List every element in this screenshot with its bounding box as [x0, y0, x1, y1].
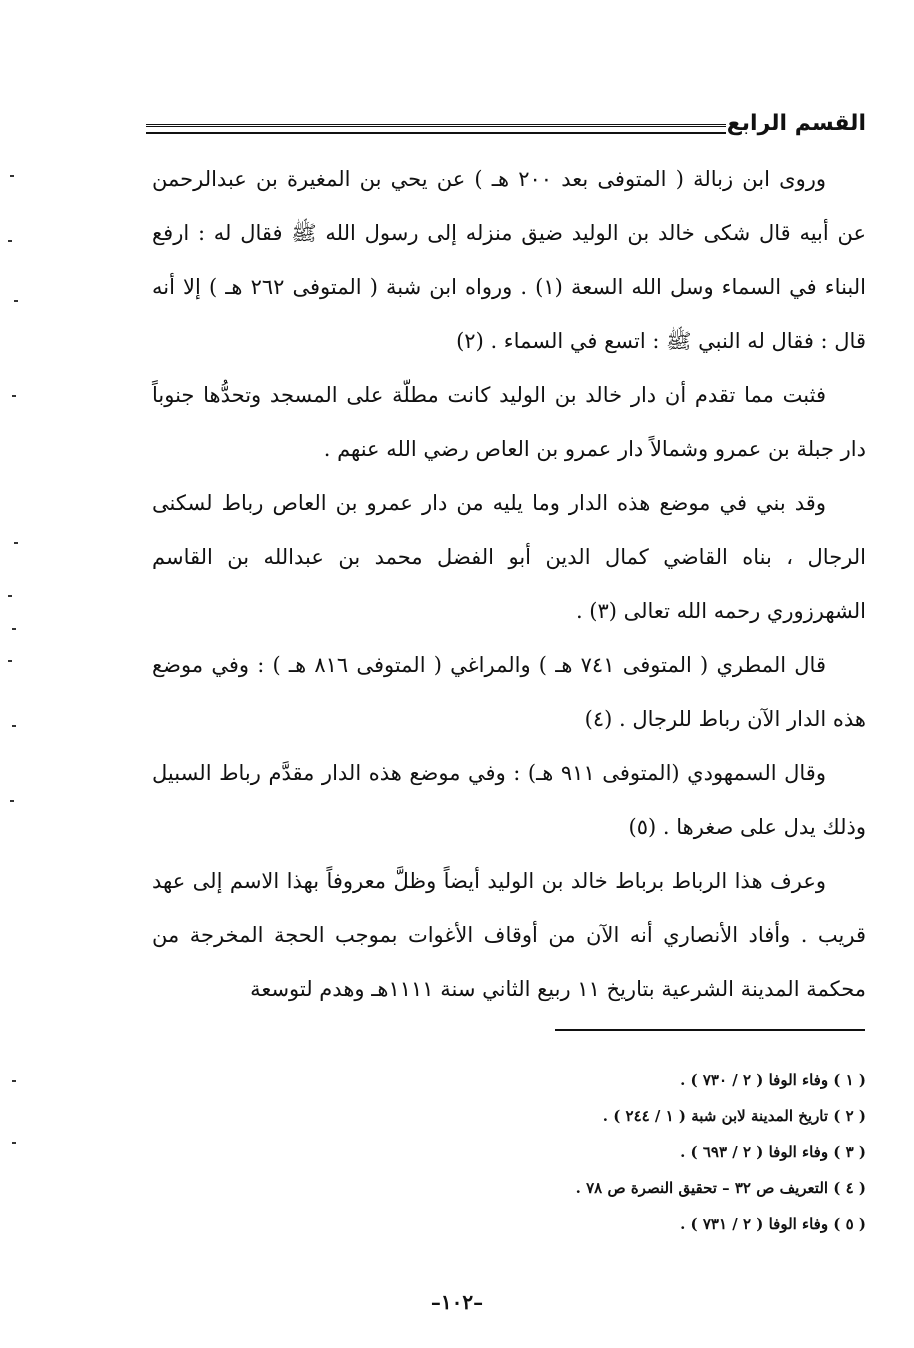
scan-mark [8, 660, 12, 662]
paragraph: وقال السمهودي (المتوفى ٩١١ هـ) : وفي موضع هذه الدار مقدَّم رباط السبيل وذلك يدل على صغرها . (٥) [152, 761, 866, 839]
footnotes [300, 1062, 866, 1242]
footnote: ( ٢ ) تاريخ المدينة لابن شبة ( ١ / ٢٤٤ ) . [602, 1107, 866, 1125]
paragraph: وقد بني في موضع هذه الدار وما يليه من دار عمرو بن العاص رباط لسكنى الرجال ، بناه القاضي كمال الدين أبو الفضل محمد بن عبدالله بن القاسم الشهرزوري رحمه الله تعالى (٣) . [152, 491, 866, 623]
scan-mark [12, 1080, 16, 1082]
body-text [152, 152, 866, 1016]
scan-mark [8, 595, 12, 597]
paragraph: وعرف هذا الرباط برباط خالد بن الوليد أيضاً وظلَّ معروفاً بهذا الاسم إلى عهد قريب . وأفاد الأنصاري أنه الآن من أوقاف الأغوات بموجب الحجة المخرجة من محكمة المدينة الشرعية بتاريخ ١١ ربيع الثاني سنة ١١١١هـ وهدم لتوسعة [152, 869, 866, 1001]
footnote: ( ٥ ) وفاء الوفا ( ٢ / ٧٣١ ) . [680, 1215, 866, 1233]
paragraph: وروى ابن زبالة ( المتوفى بعد ٢٠٠ هـ ) عن يحي بن المغيرة بن عبدالرحمن عن أبيه قال شكى خالد بن الوليد ضيق منزله إلى رسول الله ﷺ فقال له : ارفع البناء في السماء وسل الله السعة (١) . ورواه ابن شبة ( المتوفى ٢٦٢ هـ ) إلا أنه قال : فقال له النبي ﷺ : اتسع في السماء . (٢) [152, 167, 866, 353]
scan-mark [14, 542, 18, 544]
footnote: ( ١ ) وفاء الوفا ( ٢ / ٧٣٠ ) . [680, 1071, 866, 1089]
header-rule-secondary [146, 132, 726, 134]
scan-mark [10, 800, 14, 802]
page-header [146, 110, 866, 144]
scan-mark [12, 1142, 16, 1144]
footnote: ( ٣ ) وفاء الوفا ( ٢ / ٦٩٣ ) . [680, 1143, 866, 1161]
paragraph: قال المطري ( المتوفى ٧٤١ هـ ) والمراغي ( المتوفى ٨١٦ هـ ) : وفي موضع هذه الدار الآن رباط للرجال . (٤) [152, 653, 866, 731]
scan-mark [12, 628, 16, 630]
header-rule [146, 124, 726, 127]
scan-mark [8, 240, 12, 242]
section-title: القسم الرابع [726, 111, 866, 136]
scan-mark [12, 725, 16, 727]
paragraph: فثبت مما تقدم أن دار خالد بن الوليد كانت مطلّة على المسجد وتحدُّها جنوباً دار جبلة بن عمرو وشمالاً دار عمرو بن العاص رضي الله عنهم . [152, 383, 866, 461]
scan-mark [10, 175, 14, 177]
scan-mark [12, 395, 16, 397]
page-number: –١٠٢– [430, 1290, 484, 1314]
footnote-separator [555, 1029, 865, 1031]
footnote: ( ٤ ) التعريف ص ٣٢ – تحقيق النصرة ص ٧٨ . [575, 1179, 866, 1197]
scan-mark [14, 300, 18, 302]
